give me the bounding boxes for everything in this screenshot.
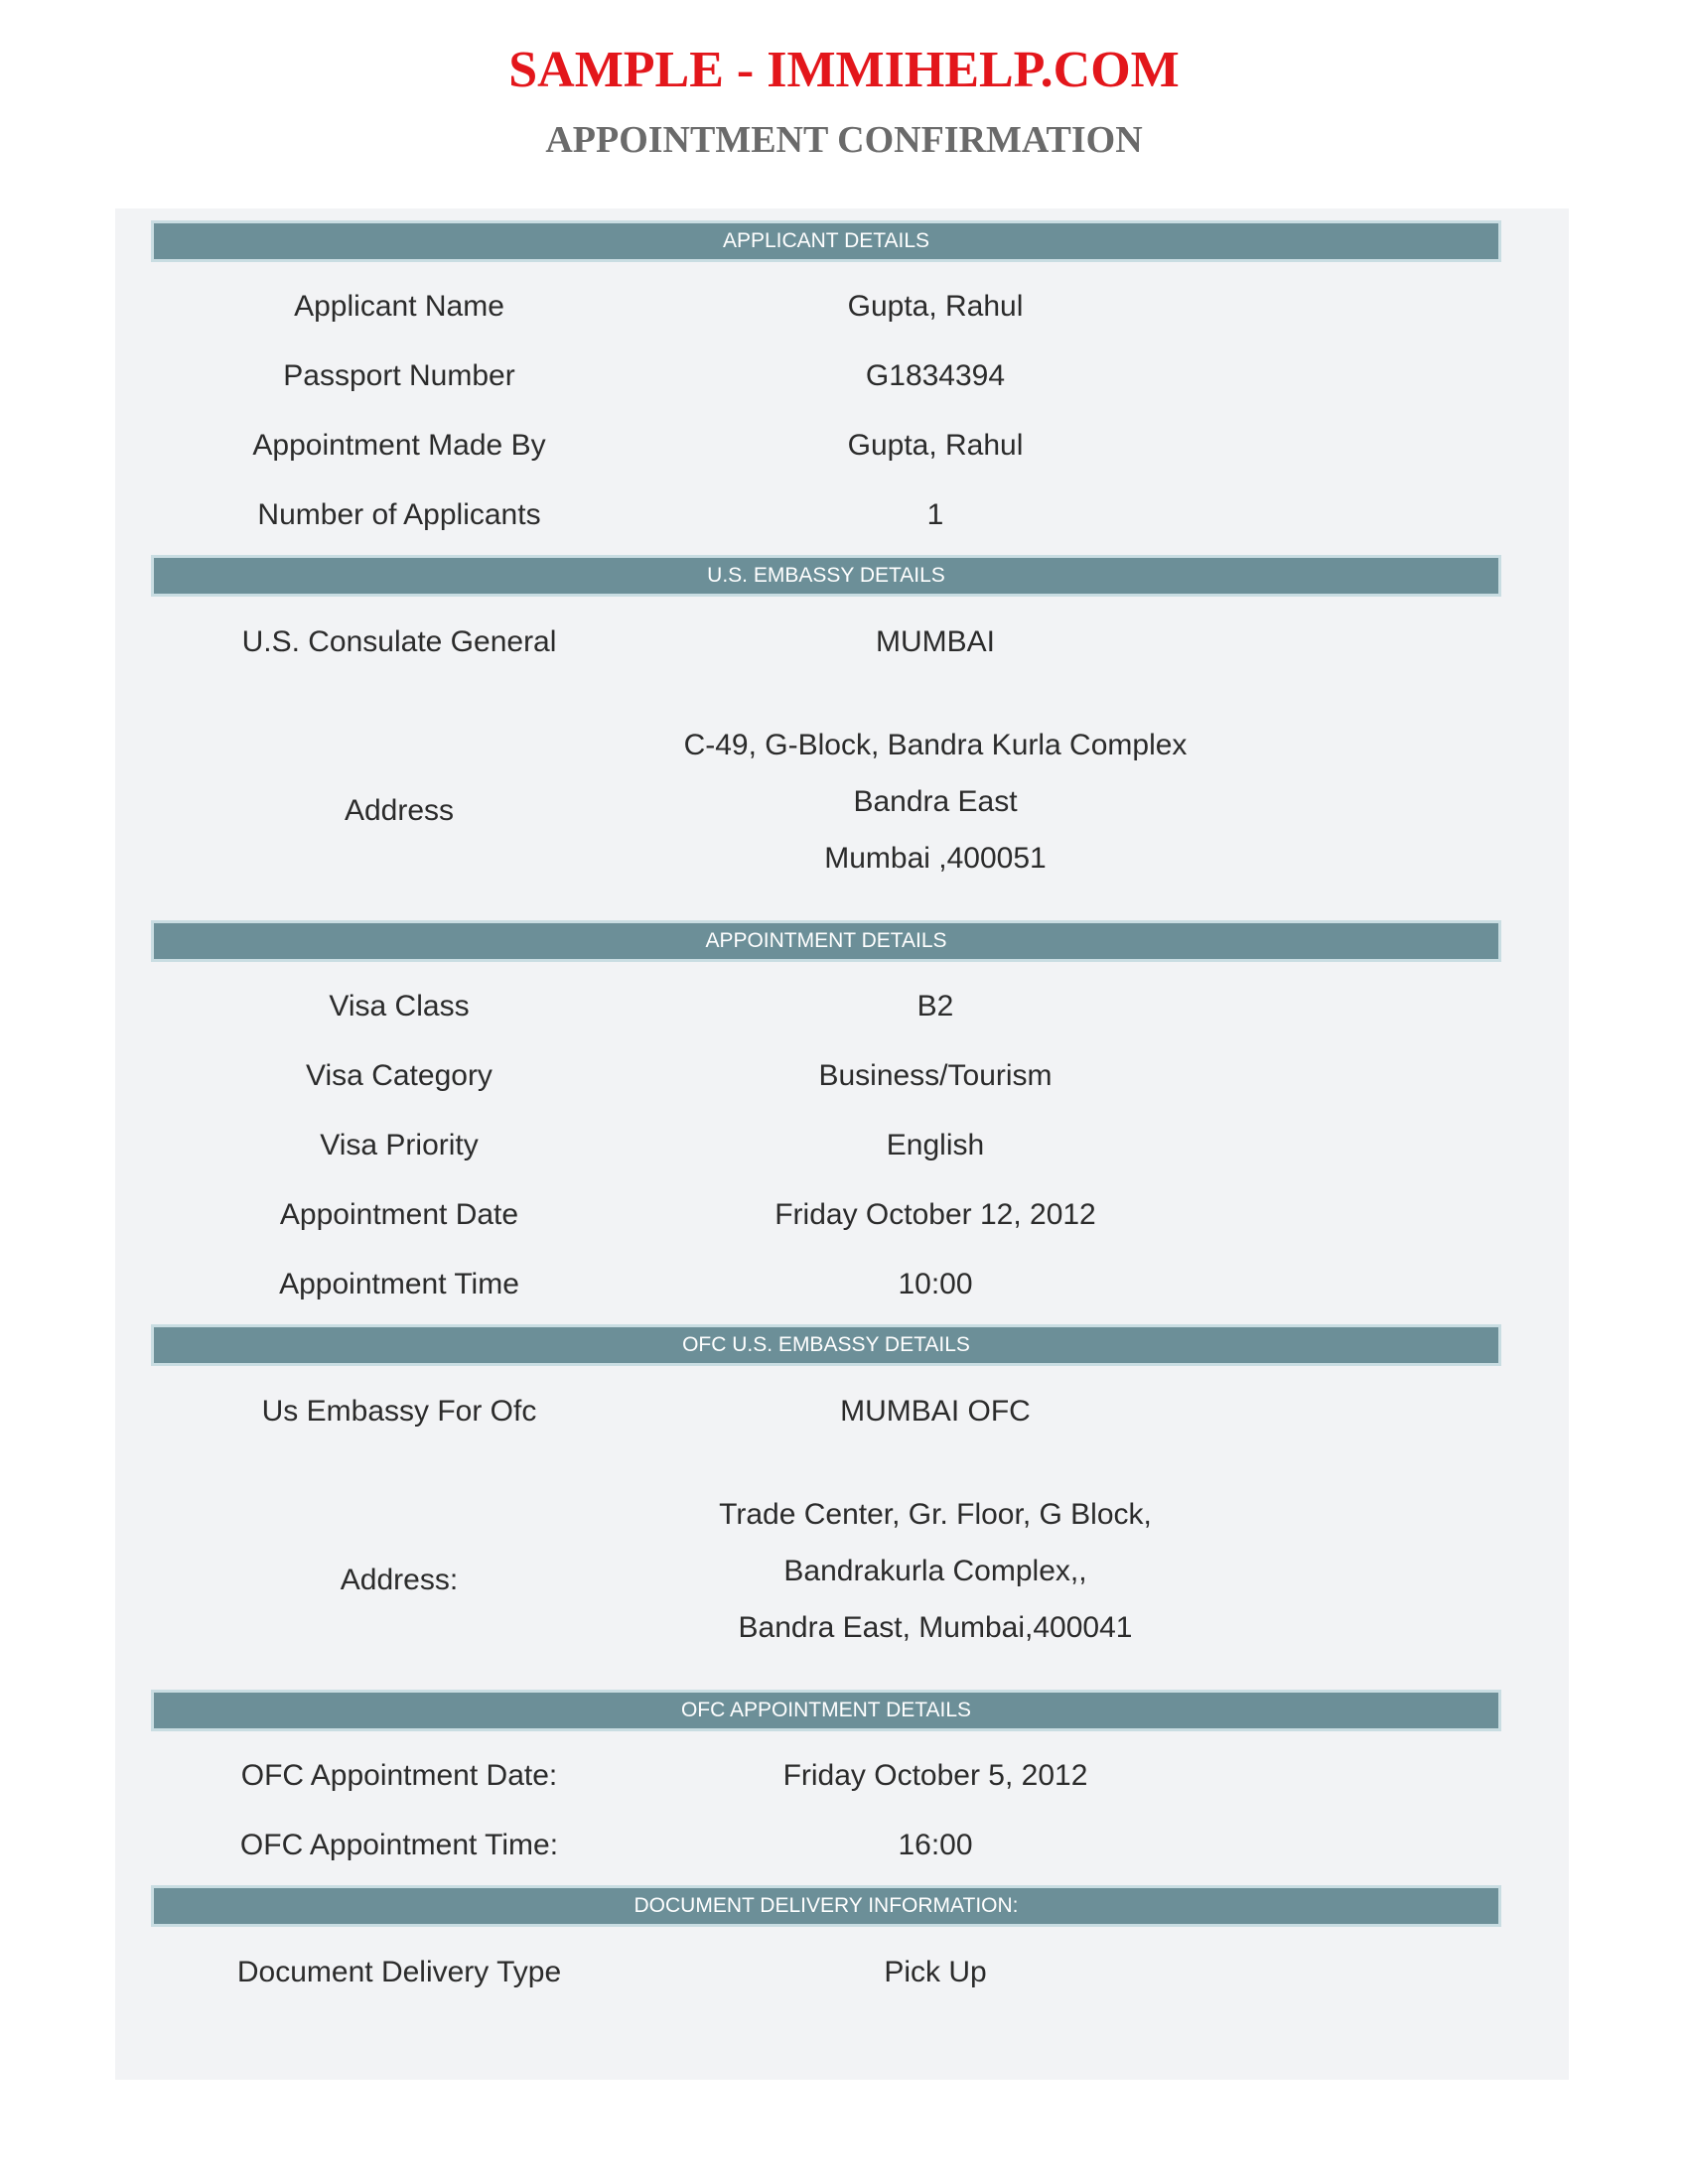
ofc-appointment-time-value: 16:00 xyxy=(898,1829,973,1861)
document-title: SAMPLE - IMMIHELP.COM xyxy=(508,42,1180,98)
embassy-details-header: U.S. EMBASSY DETAILS xyxy=(151,555,1501,597)
ofc-embassy-details-header: OFC U.S. EMBASSY DETAILS xyxy=(151,1324,1501,1366)
ofc-embassy-label: Us Embassy For Ofc xyxy=(261,1395,537,1428)
embassy-address-line: C-49, G-Block, Bandra Kurla Complex xyxy=(683,729,1188,761)
ofc-embassy-row xyxy=(151,1392,1501,1432)
consulate-row xyxy=(151,622,1501,662)
appointment-date-value: Friday October 12, 2012 xyxy=(774,1198,1096,1231)
delivery-type-row xyxy=(151,1953,1501,1992)
ofc-appointment-time-label: OFC Appointment Time: xyxy=(239,1829,559,1861)
ofc-appointment-details-header: OFC APPOINTMENT DETAILS xyxy=(151,1690,1501,1731)
delivery-type-value: Pick Up xyxy=(884,1956,987,1988)
consulate-label: U.S. Consulate General xyxy=(241,625,557,658)
appointment-made-by-row xyxy=(151,426,1501,466)
visa-category-label: Visa Category xyxy=(306,1059,492,1092)
ofc-address-row xyxy=(151,1481,1501,1680)
appointment-date-row xyxy=(151,1195,1501,1235)
ofc-embassy-value: MUMBAI OFC xyxy=(840,1395,1031,1428)
embassy-address-row xyxy=(151,712,1501,910)
ofc-appointment-date-value: Friday October 5, 2012 xyxy=(782,1759,1088,1792)
visa-priority-label: Visa Priority xyxy=(320,1129,479,1161)
visa-category-value: Business/Tourism xyxy=(818,1059,1053,1092)
embassy-address-line: Bandra East xyxy=(853,785,1018,818)
visa-priority-value: English xyxy=(886,1129,985,1161)
visa-priority-row xyxy=(151,1126,1501,1165)
document-subtitle: APPOINTMENT CONFIRMATION xyxy=(545,119,1143,161)
ofc-address-line: Bandra East, Mumbai,400041 xyxy=(738,1611,1133,1644)
visa-class-value: B2 xyxy=(916,990,954,1023)
applicant-name-row xyxy=(151,287,1501,327)
ofc-address-line: Bandrakurla Complex,, xyxy=(783,1555,1087,1587)
ofc-address-line: Trade Center, Gr. Floor, G Block, xyxy=(719,1498,1152,1531)
appointment-time-row xyxy=(151,1265,1501,1304)
visa-category-row xyxy=(151,1056,1501,1096)
ofc-address-label: Address: xyxy=(340,1564,459,1596)
number-of-applicants-value: 1 xyxy=(926,498,944,531)
passport-number-row xyxy=(151,356,1501,396)
embassy-address-line: Mumbai ,400051 xyxy=(824,842,1047,875)
document-delivery-header: DOCUMENT DELIVERY INFORMATION: xyxy=(151,1885,1501,1927)
visa-class-label: Visa Class xyxy=(329,990,470,1023)
passport-number-value: G1834394 xyxy=(865,359,1006,392)
visa-class-row xyxy=(151,987,1501,1026)
ofc-appointment-time-row xyxy=(151,1826,1501,1865)
ofc-appointment-date-row xyxy=(151,1756,1501,1796)
ofc-address-value xyxy=(647,1486,1223,1656)
embassy-address-value xyxy=(647,717,1223,887)
appointment-made-by-value: Gupta, Rahul xyxy=(847,429,1024,462)
appointment-details-header: APPOINTMENT DETAILS xyxy=(151,920,1501,962)
consulate-value: MUMBAI xyxy=(876,625,995,658)
ofc-appointment-date-label: OFC Appointment Date: xyxy=(240,1759,558,1792)
appointment-time-label: Appointment Time xyxy=(279,1268,519,1300)
embassy-address-label: Address xyxy=(344,794,455,827)
delivery-type-label: Document Delivery Type xyxy=(236,1956,562,1988)
applicant-name-label: Applicant Name xyxy=(294,290,504,323)
number-of-applicants-label: Number of Applicants xyxy=(257,498,541,531)
appointment-date-label: Appointment Date xyxy=(279,1198,519,1231)
appointment-time-value: 10:00 xyxy=(898,1268,973,1300)
applicant-name-value: Gupta, Rahul xyxy=(847,290,1024,323)
passport-number-label: Passport Number xyxy=(283,359,515,392)
number-of-applicants-row xyxy=(151,495,1501,535)
applicant-details-header: APPLICANT DETAILS xyxy=(151,220,1501,262)
appointment-made-by-label: Appointment Made By xyxy=(252,429,546,462)
